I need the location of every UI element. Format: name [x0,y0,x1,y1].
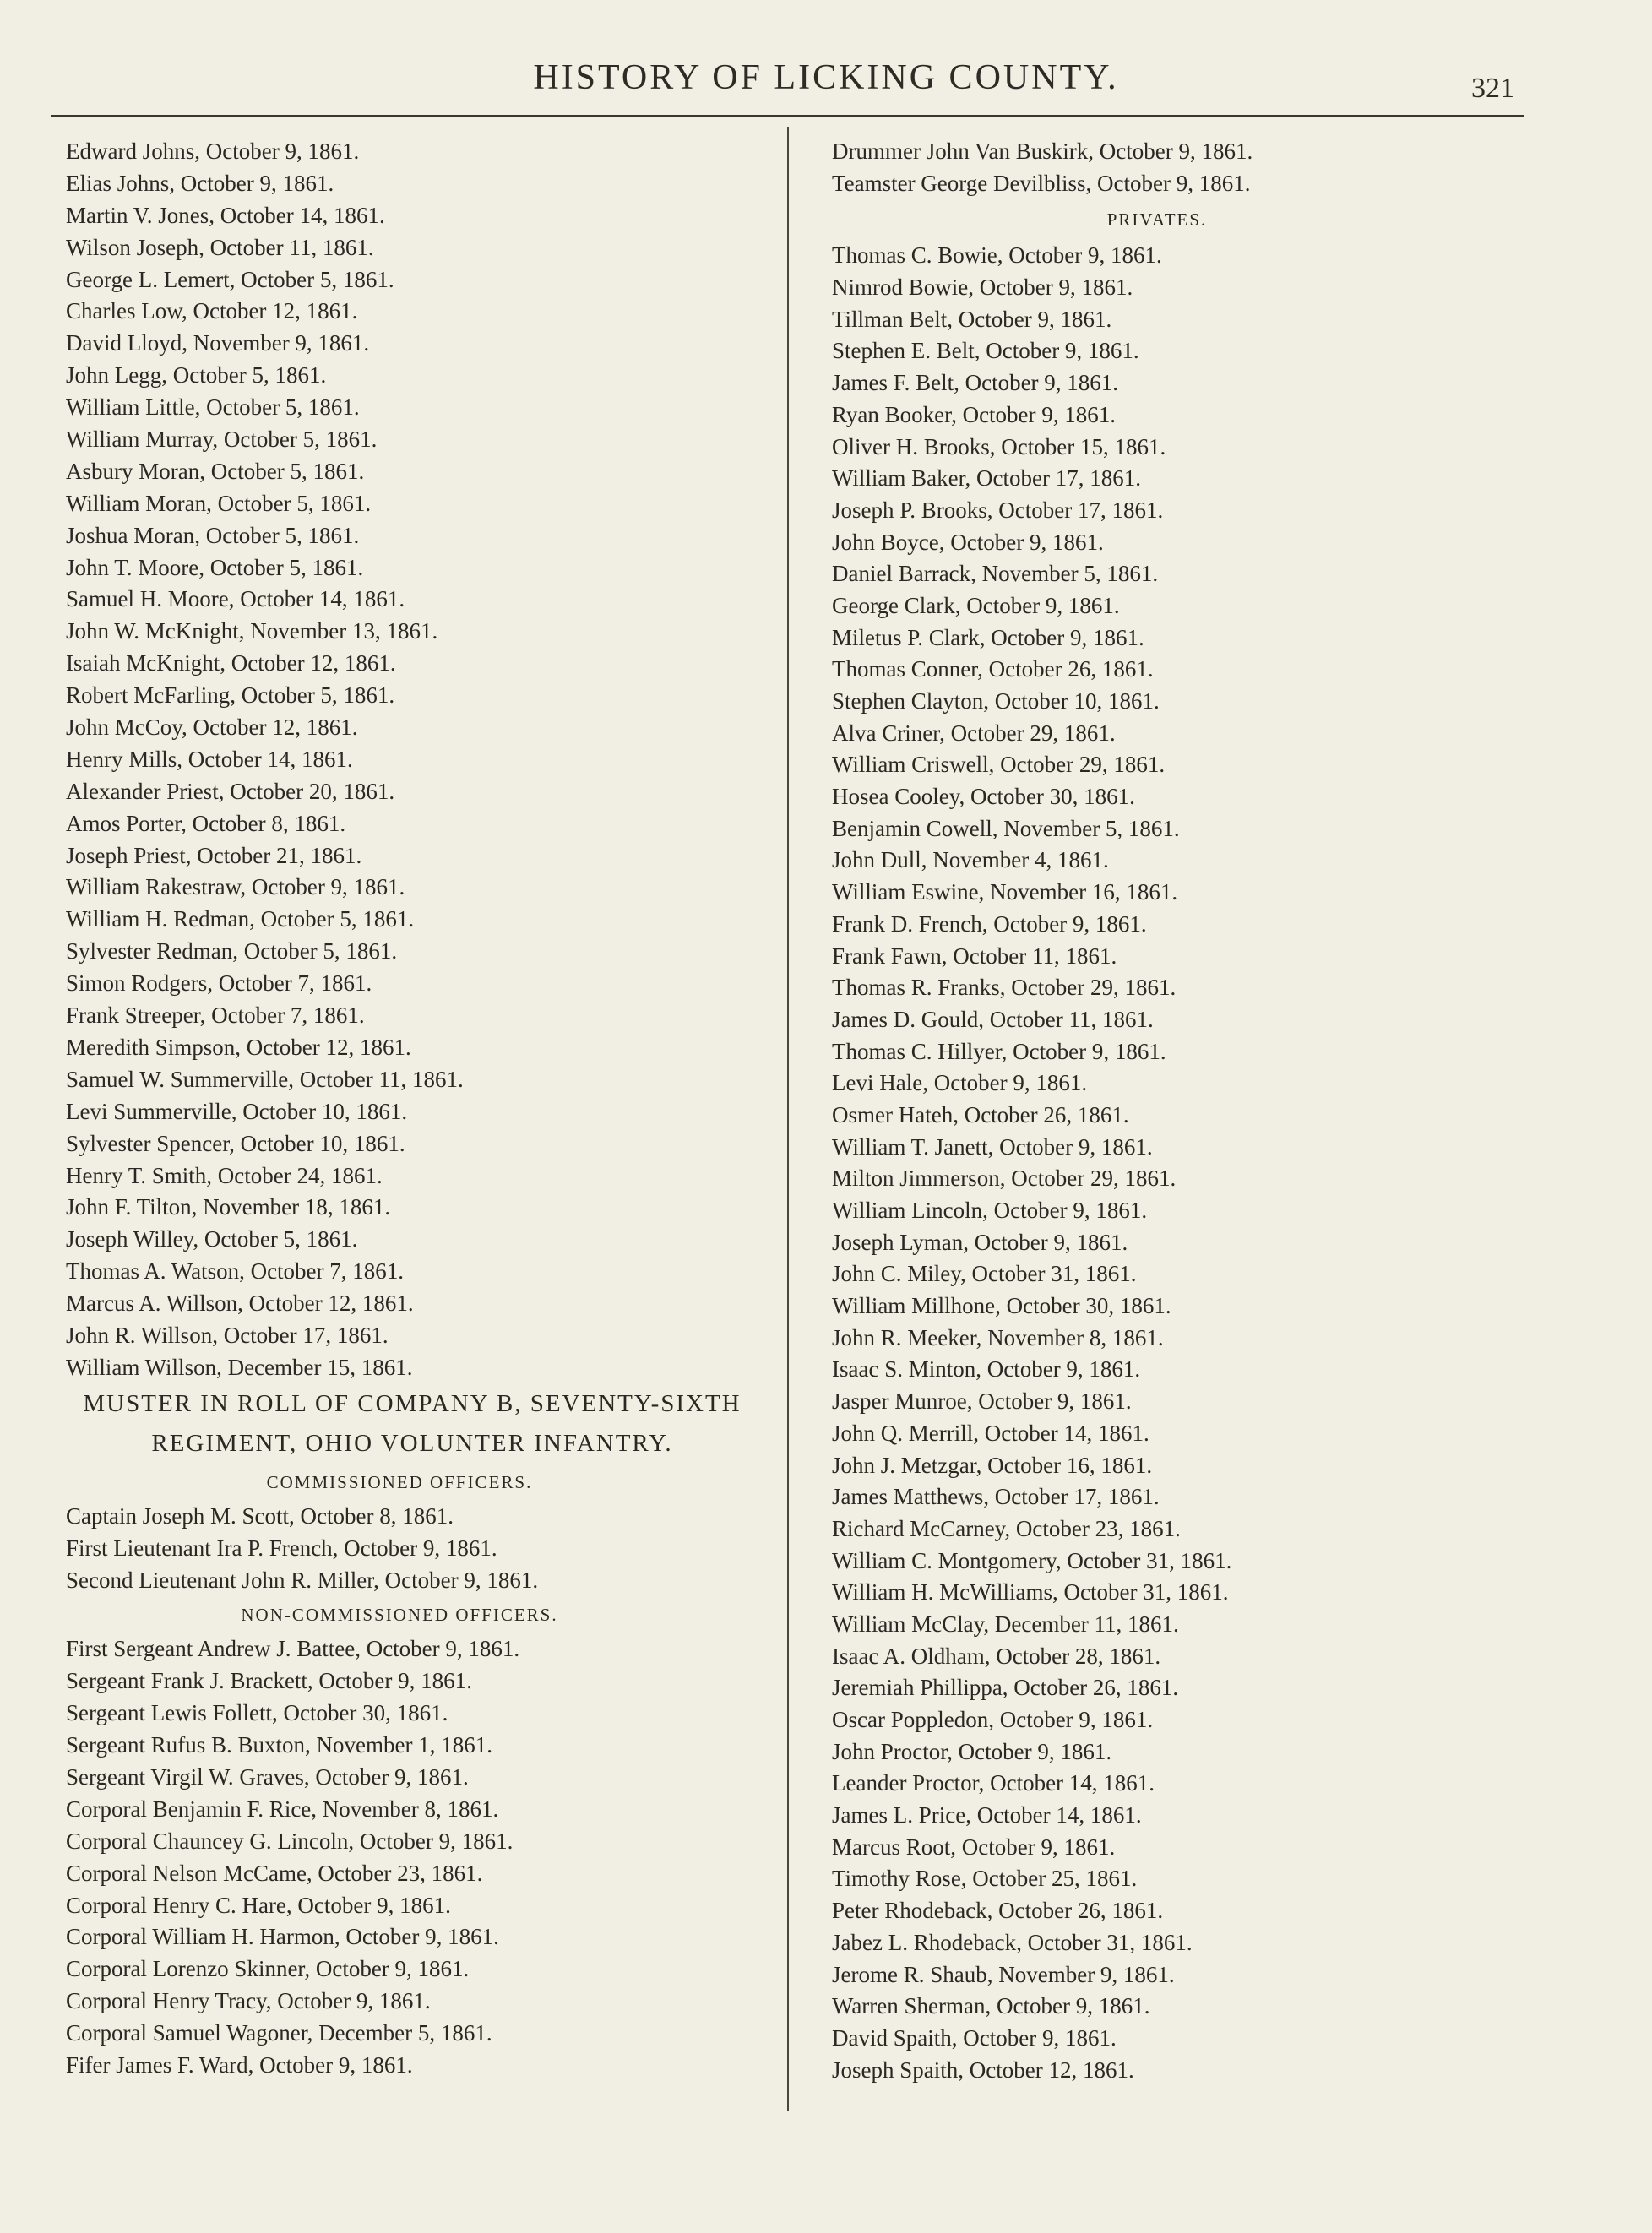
roster-entry: Stephen E. Belt, October 9, 1861. [832,338,1139,364]
roster-entry: Frank Fawn, October 11, 1861. [832,943,1117,969]
roster-entry: William Little, October 5, 1861. [66,394,360,421]
roster-entry: William Lincoln, October 9, 1861. [832,1198,1148,1223]
roster-entry: Corporal Chauncey G. Lincoln, October 9, 1861. [66,1828,514,1854]
roster-entry: Sylvester Spencer, October 10, 1861. [66,1130,405,1156]
roster-entry: Thomas R. Franks, October 29, 1861. [832,975,1177,1001]
roster-entry: Sergeant Rufus B. Buxton, November 1, 1861. [66,1732,492,1758]
roster-entry: Joseph Spaith, October 12, 1861. [832,2056,1134,2083]
roster-entry: William McClay, December 11, 1861. [832,1611,1179,1637]
roster-entry: James F. Belt, October 9, 1861. [832,370,1119,396]
roster-entry: Timothy Rose, October 25, 1861. [832,1866,1138,1892]
roster-entry: Corporal Henry Tracy, October 9, 1861. [66,1988,431,2014]
roster-entry: Frank D. French, October 9, 1861. [832,910,1147,937]
roster-entry: Marcus Root, October 9, 1861. [832,1834,1116,1860]
roster-entry: Corporal William H. Harmon, October 9, 1861. [66,1924,499,1950]
privates-list [832,240,1550,2086]
page-title: HISTORY OF LICKING COUNTY. [533,58,1119,97]
roster-entry: Tillman Belt, October 9, 1861. [832,306,1112,332]
roster-entry: Frank Streeper, October 7, 1861. [66,1002,365,1029]
roster-entry: Meredith Simpson, October 12, 1861. [66,1034,411,1060]
roster-entry: Sergeant Lewis Follett, October 30, 1861. [66,1700,448,1726]
roster-entry: Elias Johns, October 9, 1861. [66,170,334,196]
roster-entry: Isaac A. Oldham, October 28, 1861. [832,1643,1161,1669]
roster-entry: John F. Tilton, November 18, 1861. [66,1194,391,1220]
roster-entry: First Lieutenant Ira P. French, October 9, 1861. [66,1535,497,1561]
roster-entry: Sergeant Frank J. Brackett, October 9, 1861. [66,1668,472,1694]
roster-entry: William Criswell, October 29, 1861. [832,752,1166,778]
roster-entry: Joseph Priest, October 21, 1861. [66,842,362,868]
roster-entry: Alva Criner, October 29, 1861. [832,720,1116,746]
roster-entry: Simon Rodgers, October 7, 1861. [66,970,372,997]
roster-entry: Corporal Lorenzo Skinner, October 9, 1861. [66,1956,470,1982]
roster-entry: James Matthews, October 17, 1861. [832,1484,1160,1510]
roster-entry: David Spaith, October 9, 1861. [832,2024,1117,2051]
roster-entry: John J. Metzgar, October 16, 1861. [832,1452,1153,1478]
roster-entry: Joseph Willey, October 5, 1861. [66,1226,358,1252]
roster-entry: William H. McWilliams, October 31, 1861. [832,1579,1229,1605]
roster-entry: Drummer John Van Buskirk, October 9, 1861. [832,139,1253,164]
roster-entry: Miletus P. Clark, October 9, 1861. [832,624,1144,650]
roster-entry: Teamster George Devilbliss, October 9, 1861. [832,170,1251,196]
roster-entry: Asbury Moran, October 5, 1861. [66,458,365,484]
roster-entry: David Lloyd, November 9, 1861. [66,330,370,356]
roster-entry: Samuel H. Moore, October 14, 1861. [66,586,405,612]
non-commissioned-officers-heading: NON-COMMISSIONED OFFICERS. [241,1605,558,1626]
roster-entry: Thomas C. Hillyer, October 9, 1861. [832,1038,1166,1064]
header-rule [51,115,1524,117]
roster-entry: Osmer Hateh, October 26, 1861. [832,1101,1129,1127]
roster-entry: William Rakestraw, October 9, 1861. [66,874,405,900]
roster-entry: Second Lieutenant John R. Miller, October 9, 1861. [66,1567,539,1593]
roster-entry: John Q. Merrill, October 14, 1861. [832,1420,1149,1446]
roster-entry: William Millhone, October 30, 1861. [832,1293,1171,1319]
commissioned-officers-list [66,1501,767,1597]
musicians-teamster-list [832,136,1550,199]
roster-list [66,136,767,1384]
roster-entry: John Dull, November 4, 1861. [832,847,1109,873]
roster-entry: Isaac S. Minton, October 9, 1861. [832,1356,1141,1383]
roster-entry: Robert McFarling, October 5, 1861. [66,682,395,709]
roster-entry: John R. Willson, October 17, 1861. [66,1322,389,1348]
roster-entry: Charles Low, October 12, 1861. [66,298,358,324]
roster-entry: James D. Gould, October 11, 1861. [832,1006,1154,1032]
roster-entry: Jabez L. Rhodeback, October 31, 1861. [832,1929,1193,1955]
right-column [832,136,1550,2086]
roster-entry: William Murray, October 5, 1861. [66,426,378,453]
page-number: 321 [1471,73,1514,104]
roster-entry: Captain Joseph M. Scott, October 8, 1861. [66,1502,454,1529]
non-commissioned-officers-list [66,1633,767,2081]
roster-entry: Fifer James F. Ward, October 9, 1861. [66,2051,413,2078]
roster-entry: John C. Miley, October 31, 1861. [832,1261,1137,1287]
roster-entry: William Baker, October 17, 1861. [832,465,1141,492]
roster-entry: James L. Price, October 14, 1861. [832,1802,1142,1828]
roster-entry: Hosea Cooley, October 30, 1861. [832,784,1135,810]
roster-entry: Oscar Poppledon, October 9, 1861. [832,1707,1154,1732]
roster-entry: Henry T. Smith, October 24, 1861. [66,1162,383,1188]
section-title-line-2: REGIMENT, OHIO VOLUNTER INFANTRY. [151,1429,673,1457]
roster-entry: William H. Redman, October 5, 1861. [66,906,415,932]
roster-entry: William Eswine, November 16, 1861. [832,879,1178,905]
left-column [66,136,767,2082]
roster-entry: John T. Moore, October 5, 1861. [66,554,364,580]
roster-entry: Levi Hale, October 9, 1861. [832,1070,1088,1096]
privates-heading: PRIVATES. [1106,209,1208,231]
roster-entry: Edward Johns, October 9, 1861. [66,139,360,164]
roster-entry: Leander Proctor, October 14, 1861. [832,1770,1155,1796]
roster-entry: Levi Summerville, October 10, 1861. [66,1098,408,1124]
roster-entry: Milton Jimmerson, October 29, 1861. [832,1165,1177,1192]
roster-entry: William Moran, October 5, 1861. [66,490,372,516]
roster-entry: Sylvester Redman, October 5, 1861. [66,938,398,964]
roster-entry: William T. Janett, October 9, 1861. [832,1133,1153,1160]
column-divider [787,127,789,2111]
section-title-line-1: MUSTER IN ROLL OF COMPANY B, SEVENTY-SIXTH [83,1389,742,1417]
roster-entry: First Sergeant Andrew J. Battee, October 9, 1861. [66,1636,520,1662]
roster-entry: Thomas A. Watson, October 7, 1861. [66,1258,405,1285]
roster-entry: Thomas Conner, October 26, 1861. [832,656,1154,682]
roster-entry: William C. Montgomery, October 31, 1861. [832,1547,1232,1573]
roster-entry: Jerome R. Shaub, November 9, 1861. [832,1961,1175,1987]
roster-entry: John Legg, October 5, 1861. [66,362,327,388]
roster-entry: Daniel Barrack, November 5, 1861. [832,561,1159,587]
roster-entry: Corporal Samuel Wagoner, December 5, 1861. [66,2020,492,2046]
roster-entry: Corporal Henry C. Hare, October 9, 1861. [66,1892,451,1918]
commissioned-officers-heading: COMMISSIONED OFFICERS. [266,1471,533,1492]
roster-entry: Corporal Nelson McCame, October 23, 1861. [66,1860,483,1886]
roster-entry: Martin V. Jones, October 14, 1861. [66,202,385,228]
roster-entry: Henry Mills, October 14, 1861. [66,746,353,772]
roster-entry: Jeremiah Phillippa, October 26, 1861. [832,1675,1179,1701]
roster-entry: Joseph Lyman, October 9, 1861. [832,1229,1128,1255]
roster-entry: Isaiah McKnight, October 12, 1861. [66,650,396,676]
roster-entry: Joshua Moran, October 5, 1861. [66,522,360,548]
roster-entry: John Boyce, October 9, 1861. [832,529,1104,555]
roster-entry: Peter Rhodeback, October 26, 1861. [832,1898,1164,1924]
roster-entry: Oliver H. Brooks, October 15, 1861. [832,433,1166,459]
roster-entry: John McCoy, October 12, 1861. [66,714,358,741]
roster-entry: John R. Meeker, November 8, 1861. [832,1324,1164,1350]
roster-entry: John Proctor, October 9, 1861. [832,1738,1112,1764]
roster-entry: George Clark, October 9, 1861. [832,592,1120,618]
roster-entry: Amos Porter, October 8, 1861. [66,810,346,836]
roster-entry: Joseph P. Brooks, October 17, 1861. [832,497,1164,523]
roster-entry: Warren Sherman, October 9, 1861. [832,1993,1150,2019]
roster-entry: Marcus A. Willson, October 12, 1861. [66,1290,414,1317]
roster-entry: Sergeant Virgil W. Graves, October 9, 1861. [66,1763,469,1790]
roster-entry: John W. McKnight, November 13, 1861. [66,618,438,644]
roster-entry: Ryan Booker, October 9, 1861. [832,401,1117,427]
roster-entry: William Willson, December 15, 1861. [66,1354,413,1380]
roster-entry: Samuel W. Summerville, October 11, 1861. [66,1066,464,1092]
roster-entry: George L. Lemert, October 5, 1861. [66,266,394,292]
roster-entry: Thomas C. Bowie, October 9, 1861. [832,242,1162,269]
roster-entry: Wilson Joseph, October 11, 1861. [66,234,374,260]
roster-entry: Corporal Benjamin F. Rice, November 8, 1861. [66,1796,499,1822]
roster-entry: Nimrod Bowie, October 9, 1861. [832,274,1133,301]
roster-entry: Richard McCarney, October 23, 1861. [832,1515,1181,1541]
roster-entry: Stephen Clayton, October 10, 1861. [832,688,1160,714]
roster-entry: Jasper Munroe, October 9, 1861. [832,1388,1132,1415]
roster-entry: Benjamin Cowell, November 5, 1861. [832,815,1180,841]
roster-entry: Alexander Priest, October 20, 1861. [66,778,395,804]
